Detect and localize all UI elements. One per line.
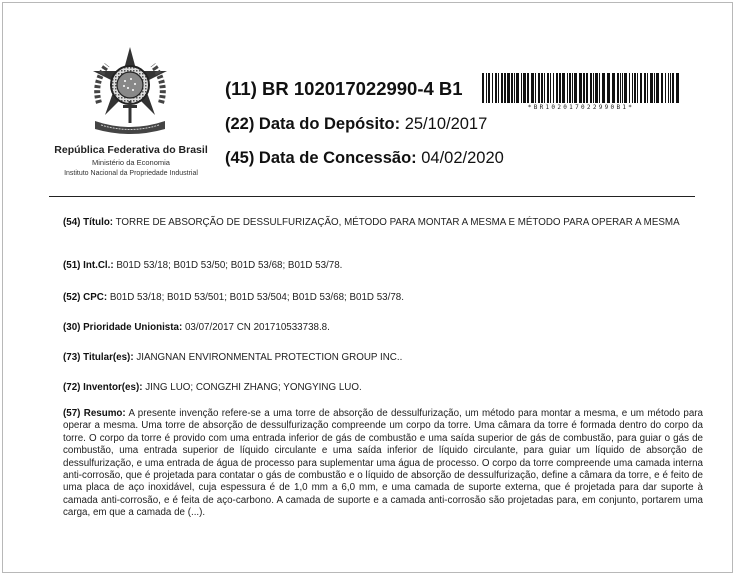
bibliographic-info — [225, 75, 504, 179]
abstract-field — [63, 408, 703, 520]
deposit-date-row — [225, 111, 504, 145]
title-field — [63, 217, 703, 229]
republic-name: República Federativa do Brasil — [54, 144, 208, 156]
priority-value: 03/07/2017 CN 201710533738.8. — [184, 322, 330, 333]
patent-number: (11) BR 102017022990-4 B1 — [225, 78, 463, 99]
document-header — [3, 3, 734, 198]
deposit-date-label: (22) Data do Depósito: — [225, 115, 401, 133]
ipc-field — [63, 260, 703, 272]
cpc-label: (52) CPC: — [63, 292, 108, 303]
abstract-value: A presente invenção refere-se a uma torre de absorção de dessulfurização, um método para montar a mesma, e um método para operar a mesma. Uma torre de absorção de dessulfurização compreende um corpo da torre. Uma câmara da torre é formada dentro do corpo da torre. O corpo da torre é provido com uma entrada inferior de gás de combustão e uma saída superior de gás de combustão, para guiar o gás de combustão, uma entrada superior de líquido circulante e uma saída inferior de líquido circulante, para guiar um líquido de absorção de dessulfurização, e uma entrada de água de processo para suplementar uma água de processo. O corpo da torre compreende uma camada interna anti-corrosão, que é projetada para contatar o gás de combustão e o líquido de absorção de dessulfurização, define a câmara da torre, e é feito de uma placa de aço inoxidável, cuja espessura é de 1,0 mm a 6,0 mm, e uma camada de suporte externa, que é projetada para dar suporte à camada anti-corrosão, e é feita de aço-carbono. A camada de suporte e a camada anti-corrosão são projetadas para, em conjunto, portarem uma carga, em que a camada de (...). — [63, 408, 704, 519]
document-page — [2, 2, 733, 573]
deposit-date-value: 25/10/2017 — [404, 115, 488, 133]
header-divider — [49, 196, 695, 197]
ministry-name: Ministério da Economia — [92, 158, 170, 167]
abstract-label: (57) Resumo: — [63, 408, 126, 419]
grant-date-label: (45) Data de Concessão: — [225, 149, 417, 167]
priority-label: (30) Prioridade Unionista: — [63, 322, 183, 333]
inventors-field — [63, 382, 703, 394]
ipc-value: B01D 53/18; B01D 53/50; B01D 53/68; B01D 53/78. — [116, 260, 343, 271]
owner-label: (73) Titular(es): — [63, 352, 134, 363]
title-label: (54) Título: — [63, 217, 114, 228]
owner-value: JIANGNAN ENVIRONMENTAL PROTECTION GROUP INC.. — [136, 352, 403, 363]
institute-name: Instituto Nacional da Propriedade Industrial — [64, 170, 198, 177]
inventors-value: JING LUO; CONGZHI ZHANG; YONGYING LUO. — [145, 382, 362, 393]
grant-date-value: 04/02/2020 — [421, 149, 504, 167]
cpc-value: B01D 53/18; B01D 53/501; B01D 53/504; B01D 53/68; B01D 53/78. — [109, 292, 404, 303]
priority-field — [63, 322, 703, 334]
title-value: TORRE DE ABSORÇÃO DE DESSULFURIZAÇÃO, MÉTODO PARA MONTAR A MESMA E MÉTODO PARA OPERAR A MESMA — [115, 217, 680, 228]
cpc-field — [63, 292, 703, 304]
barcode-text: *BR102017022990B1* — [527, 104, 635, 111]
ipc-label: (51) Int.Cl.: — [63, 260, 114, 271]
brazil-coat-of-arms-icon — [85, 43, 175, 139]
issuing-agency — [43, 144, 219, 179]
owner-field — [63, 352, 703, 364]
inventors-label: (72) Inventor(es): — [63, 382, 143, 393]
grant-date-row — [225, 145, 504, 179]
